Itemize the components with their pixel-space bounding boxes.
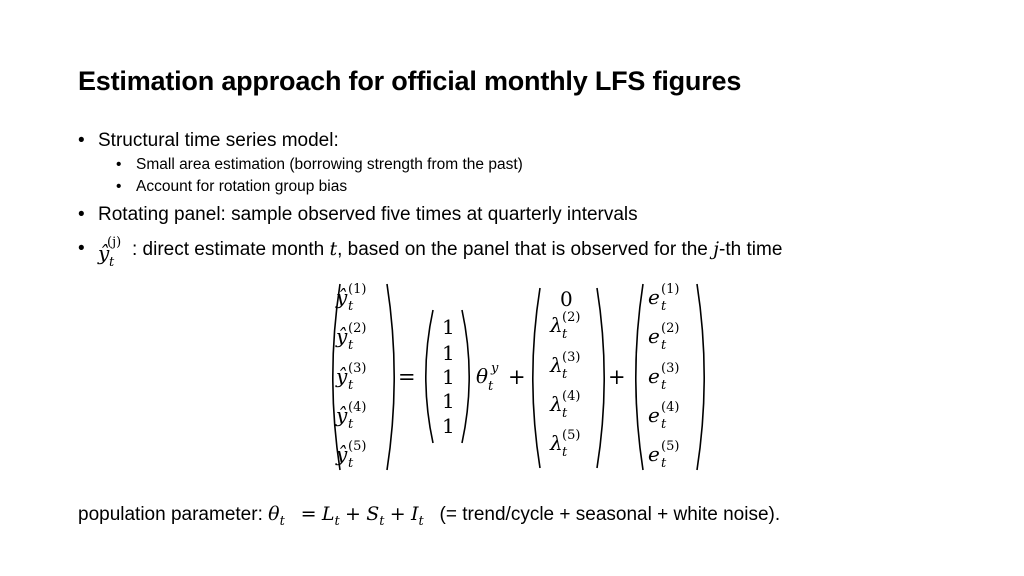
lhs-yhat-4: ŷ xyxy=(336,403,348,427)
bullet-de-mid: , based on the panel that is observed for the xyxy=(337,239,714,260)
lhs-sub-3: t xyxy=(348,378,354,393)
bullet-model xyxy=(78,128,782,154)
error-entry-5: e xyxy=(648,442,660,466)
yhat-sub: t xyxy=(109,255,115,270)
sub-bullet-rgb xyxy=(78,176,782,198)
error-entry-1: e xyxy=(648,285,660,309)
error-sub-1: t xyxy=(661,299,667,314)
lhs-sub-2: t xyxy=(348,338,354,353)
error-sup-5: (5) xyxy=(661,439,680,454)
theta-symbol: θ xyxy=(476,364,489,388)
lhs-yhat-5: ŷ xyxy=(336,442,348,466)
sub-bullet-sae-text: Small area estimation (borrowing strength from the past) xyxy=(136,156,523,173)
theta-sup: y xyxy=(491,361,499,376)
footer-I: I xyxy=(410,503,419,525)
var-t: t xyxy=(329,238,338,260)
lambda-right-paren xyxy=(597,288,604,468)
equals-sign: = xyxy=(398,365,416,389)
error-entry-2: e xyxy=(648,324,660,348)
error-left-paren xyxy=(636,284,643,470)
ones-entry-2: 1 xyxy=(442,341,455,365)
ones-left-paren xyxy=(426,310,433,443)
model-equation xyxy=(320,280,720,480)
error-sup-4: (4) xyxy=(661,400,680,415)
yhat-base: • ŷ xyxy=(98,241,110,265)
footer-plus-1: + xyxy=(345,503,361,525)
error-sub-2: t xyxy=(661,338,667,353)
lhs-yhat-3: ŷ xyxy=(336,364,348,388)
lambda-sup-2: (2) xyxy=(562,310,581,325)
lhs-yhat-1: ŷ xyxy=(336,285,348,309)
lambda-sup-4: (4) xyxy=(562,389,581,404)
lhs-sub-4: t xyxy=(348,417,354,432)
footer-eq: = xyxy=(300,503,317,525)
lambda-entry-3: λ xyxy=(550,353,563,377)
lambda-sub-4: t xyxy=(562,406,568,421)
footer-theta: θ xyxy=(268,503,280,525)
lambda-sub-2: t xyxy=(562,327,568,342)
lambda-entry-5: λ xyxy=(550,431,563,455)
lhs-sub-1: t xyxy=(348,299,354,314)
bullet-de-suffix: -th time xyxy=(719,239,783,260)
error-right-paren xyxy=(697,284,704,470)
lhs-sup-2: (2) xyxy=(348,321,367,336)
lhs-sup-1: (1) xyxy=(348,282,367,297)
footer-plus-2: + xyxy=(389,503,406,525)
lhs-yhat-2: ŷ xyxy=(336,324,348,348)
bullet-panel xyxy=(78,202,782,228)
lhs-sup-5: (5) xyxy=(348,439,367,454)
lambda-entry-4: λ xyxy=(550,392,563,416)
yhat-symbol xyxy=(98,235,132,270)
lambda-sup-3: (3) xyxy=(562,350,581,365)
error-sub-5: t xyxy=(661,456,667,471)
footer-L: L xyxy=(321,503,335,525)
footer-desc: (= trend/cycle + seasonal + white noise). xyxy=(439,504,781,525)
bullet-model-text: Structural time series model: xyxy=(98,130,339,151)
lhs-sup-3: (3) xyxy=(348,361,367,376)
ones-entry-4: 1 xyxy=(442,389,455,413)
plus-sign-1: + xyxy=(508,365,526,389)
sub-bullet-rgb-text: Account for rotation group bias xyxy=(136,178,348,195)
footer-line xyxy=(78,503,780,529)
lhs-sup-4: (4) xyxy=(348,400,367,415)
equation-svg xyxy=(320,280,720,480)
theta-sub: t xyxy=(488,379,494,394)
bullet-direct-estimate xyxy=(78,235,783,270)
error-sup-3: (3) xyxy=(661,361,680,376)
footer-label: population parameter: xyxy=(78,504,269,525)
lhs-sub-5: t xyxy=(348,456,354,471)
error-sup-1: (1) xyxy=(661,282,680,297)
footer-I-sub: t xyxy=(418,514,424,529)
yhat-sup: (j) xyxy=(107,235,122,250)
sub-bullet-sae xyxy=(78,154,782,176)
bullet-panel-text: Rotating panel: sample observed five times at quarterly intervals xyxy=(98,204,638,225)
error-sub-4: t xyxy=(661,417,667,432)
bullet-de-prefix: : direct estimate month xyxy=(132,239,330,260)
lambda-entry-1: 0 xyxy=(560,287,573,311)
slide-title: Estimation approach for official monthly LFS figures xyxy=(78,66,742,96)
error-entry-4: e xyxy=(648,403,660,427)
footer-theta-sub: t xyxy=(279,514,285,529)
footer-S: S xyxy=(366,503,380,525)
error-sub-3: t xyxy=(661,378,667,393)
footer-L-sub: t xyxy=(334,514,340,529)
lambda-sub-3: t xyxy=(562,367,568,382)
error-sup-2: (2) xyxy=(661,321,680,336)
bullet-list xyxy=(78,128,783,270)
ones-entry-1: 1 xyxy=(442,315,455,339)
lhs-right-paren xyxy=(387,284,394,470)
footer-S-sub: t xyxy=(379,514,385,529)
lambda-sup-5: (5) xyxy=(562,428,581,443)
ones-right-paren xyxy=(462,310,469,443)
var-j: j xyxy=(713,238,720,260)
lambda-sub-5: t xyxy=(562,445,568,460)
ones-entry-5: 1 xyxy=(442,414,455,438)
plus-sign-2: + xyxy=(608,365,626,389)
error-entry-3: e xyxy=(648,364,660,388)
lambda-left-paren xyxy=(533,288,540,468)
lambda-entry-2: λ xyxy=(550,313,563,337)
ones-entry-3: 1 xyxy=(442,365,455,389)
